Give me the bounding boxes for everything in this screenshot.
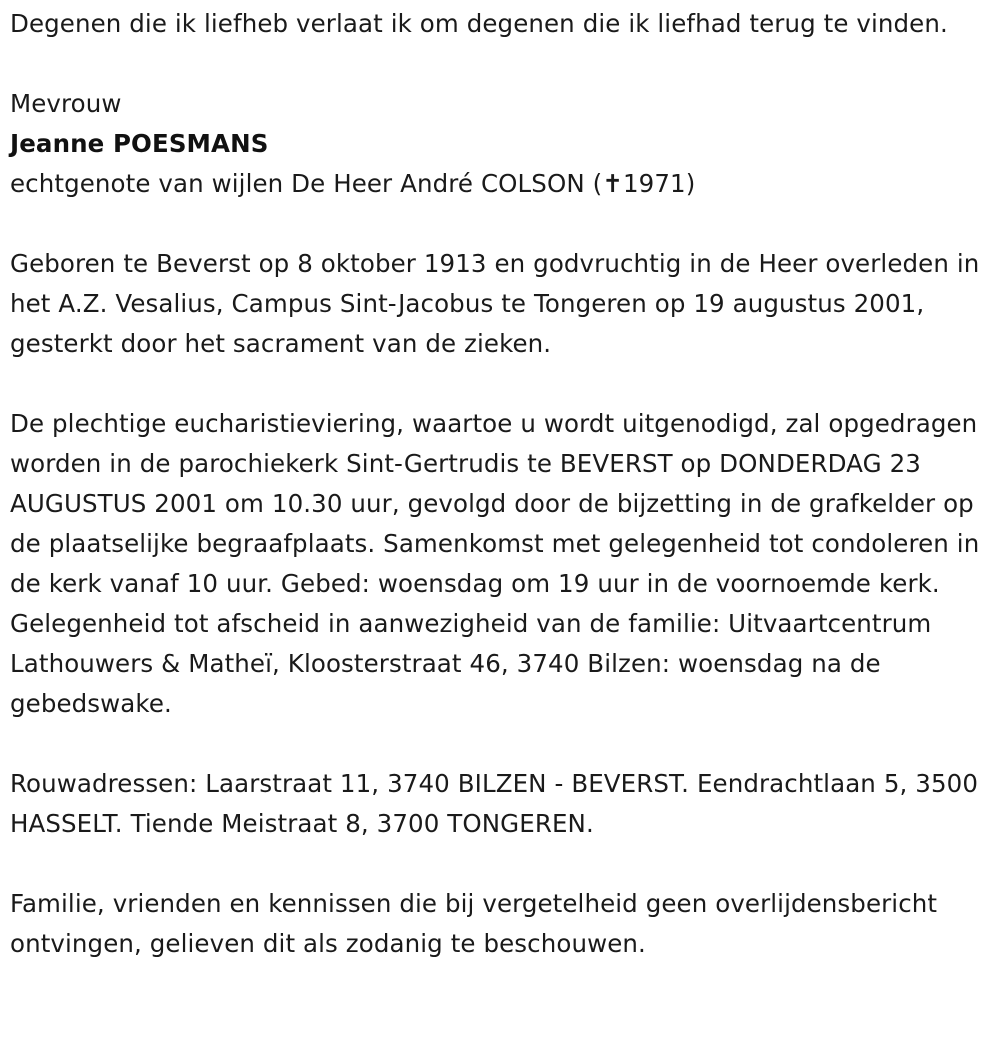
cross-icon: ✝ xyxy=(602,169,623,198)
spacer xyxy=(10,44,990,84)
spacer xyxy=(10,364,990,404)
motto: Degenen die ik liefheb verlaat ik om degenen die ik liefhad terug te vinden. xyxy=(10,9,948,38)
ceremony-paragraph: De plechtige eucharistieviering, waartoe u wordt uitgenodigd, zal opgedragen worden in de parochiekerk Sint-Gertrudis te BEVERST op DONDERDAG 23 AUGUSTUS 2001 om 10.30 uur, gevolgd door de bijzetting in de grafkelder op de plaatselijke begraafplaats. Samenkomst met gelegenheid tot condoleren in de kerk vanaf 10 uur. Gebed: woensdag om 19 uur in de voornoemde kerk. Gelegenheid tot afscheid in aanwezigheid van de familie: Uitvaartcentrum Lathouwers & Matheï, Kloosterstraat 46, 3740 Bilzen: woensdag na de gebedswake. xyxy=(10,409,980,718)
spouse-suffix: 1971) xyxy=(622,169,696,198)
spacer xyxy=(10,204,990,244)
spouse-prefix: echtgenote van wijlen De Heer André COLSON ( xyxy=(10,169,603,198)
birth-death-paragraph: Geboren te Beverst op 8 oktober 1913 en godvruchtig in de Heer overleden in het A.Z. Vesalius, Campus Sint-Jacobus te Tongeren op 19 augustus 2001, gesterkt door het sacrament van de zieken. xyxy=(10,249,980,358)
closing-paragraph: Familie, vrienden en kennissen die bij vergetelheid geen overlijdensbericht ontvingen, gelieven dit als zodanig te beschouwen. xyxy=(10,889,938,958)
spacer xyxy=(10,724,990,764)
addresses-paragraph: Rouwadressen: Laarstraat 11, 3740 BILZEN - BEVERST. Eendrachtlaan 5, 3500 HASSELT. Tiende Meistraat 8, 3700 TONGEREN. xyxy=(10,769,979,838)
salutation: Mevrouw xyxy=(10,89,122,118)
deceased-name: Jeanne POESMANS xyxy=(10,129,269,158)
spacer xyxy=(10,844,990,884)
spouse-line xyxy=(10,164,990,204)
